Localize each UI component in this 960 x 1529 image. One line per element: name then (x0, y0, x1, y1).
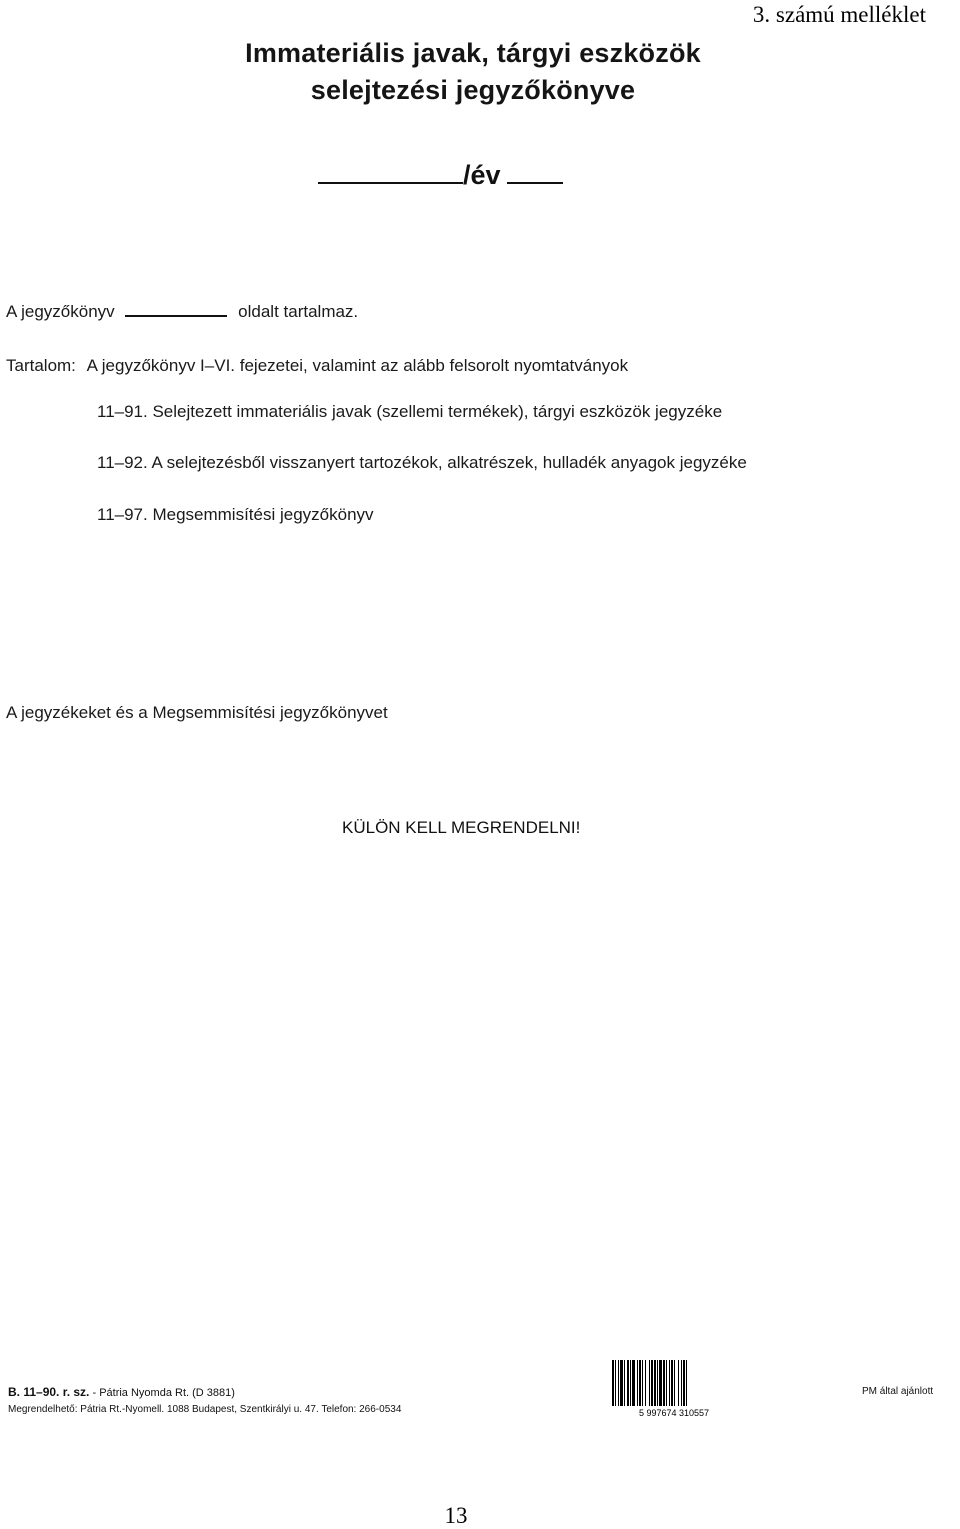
barcode-bar (615, 1360, 616, 1406)
form-code: B. 11–90. r. sz. (8, 1385, 90, 1399)
barcode-bar (651, 1360, 653, 1406)
page-count-suffix: oldalt tartalmaz. (238, 302, 359, 321)
year-field-row (318, 160, 563, 191)
footer-form-code-row (8, 1385, 235, 1399)
page-count-prefix: A jegyzőkönyv (6, 302, 115, 321)
barcode-bar (659, 1360, 662, 1406)
barcode-number: 5 997674 310557 (638, 1408, 710, 1418)
barcode-bar (683, 1360, 685, 1406)
barcode-bar (669, 1360, 670, 1406)
annex-label: 3. számú melléklet (752, 2, 926, 27)
barcode-bar (654, 1360, 656, 1406)
page-count-row (6, 302, 358, 322)
document-title-line-2: selejtezési jegyzőkönyve (310, 75, 636, 105)
barcode-bar (686, 1360, 687, 1406)
recommended-label: PM által ajánlott (862, 1386, 934, 1397)
printer-info: - Pátria Nyomda Rt. (D 3881) (92, 1387, 235, 1399)
barcode-bar (639, 1360, 641, 1406)
barcode-bar (663, 1360, 665, 1406)
contents-text: A jegyzőkönyv I–VI. fejezetei, valamint az alább felsorolt nyomtatványok (86, 356, 629, 375)
barcode-bar (620, 1360, 623, 1406)
barcode-bar (637, 1360, 638, 1406)
barcode-graphic (608, 1360, 740, 1418)
document-title-line-1: Immateriális javak, tárgyi eszközök (245, 38, 701, 68)
barcode-bar (674, 1360, 675, 1406)
barcode-bar (671, 1360, 673, 1406)
year-number-blank-line (507, 180, 563, 184)
barcode-bar (645, 1360, 646, 1406)
form-list-item: 11–92. A selejtezésből visszanyert tartozékok, alkatrészek, hulladék anyagok jegyzéke (97, 453, 747, 472)
barcode-bar (632, 1360, 635, 1406)
page-number: 13 (444, 1503, 468, 1528)
barcode-bar (681, 1360, 682, 1406)
order-info: Megrendelhető: Pátria Rt.-Nyomell. 1088 Budapest, Szentkirályi u. 47. Telefon: 266-0534 (8, 1404, 402, 1415)
page-count-blank-line (125, 313, 227, 317)
form-list-item: 11–97. Megsemmisítési jegyzőkönyv (97, 505, 374, 524)
barcode-bar (678, 1360, 679, 1406)
year-label: /év (463, 160, 501, 190)
form-list-item: 11–91. Selejtezett immateriális javak (szellemi termékek), tárgyi eszközök jegyzéke (97, 402, 723, 421)
order-separately-note: KÜLÖN KELL MEGRENDELNI! (342, 818, 581, 837)
barcode-bar (642, 1360, 643, 1406)
barcode-bar (612, 1360, 614, 1406)
barcode-bar (630, 1360, 631, 1406)
barcode-bar (649, 1360, 650, 1406)
lists-note: A jegyzékeket és a Megsemmisítési jegyzőkönyvet (6, 703, 388, 722)
barcode-bar (624, 1360, 625, 1406)
contents-row (6, 356, 628, 376)
contents-label: Tartalom: (6, 356, 76, 375)
barcode-bar (657, 1360, 658, 1406)
barcode-bar (627, 1360, 629, 1406)
year-blank-line (318, 180, 463, 184)
barcode-bar (666, 1360, 667, 1406)
barcode (608, 1360, 740, 1418)
barcode-bar (618, 1360, 619, 1406)
